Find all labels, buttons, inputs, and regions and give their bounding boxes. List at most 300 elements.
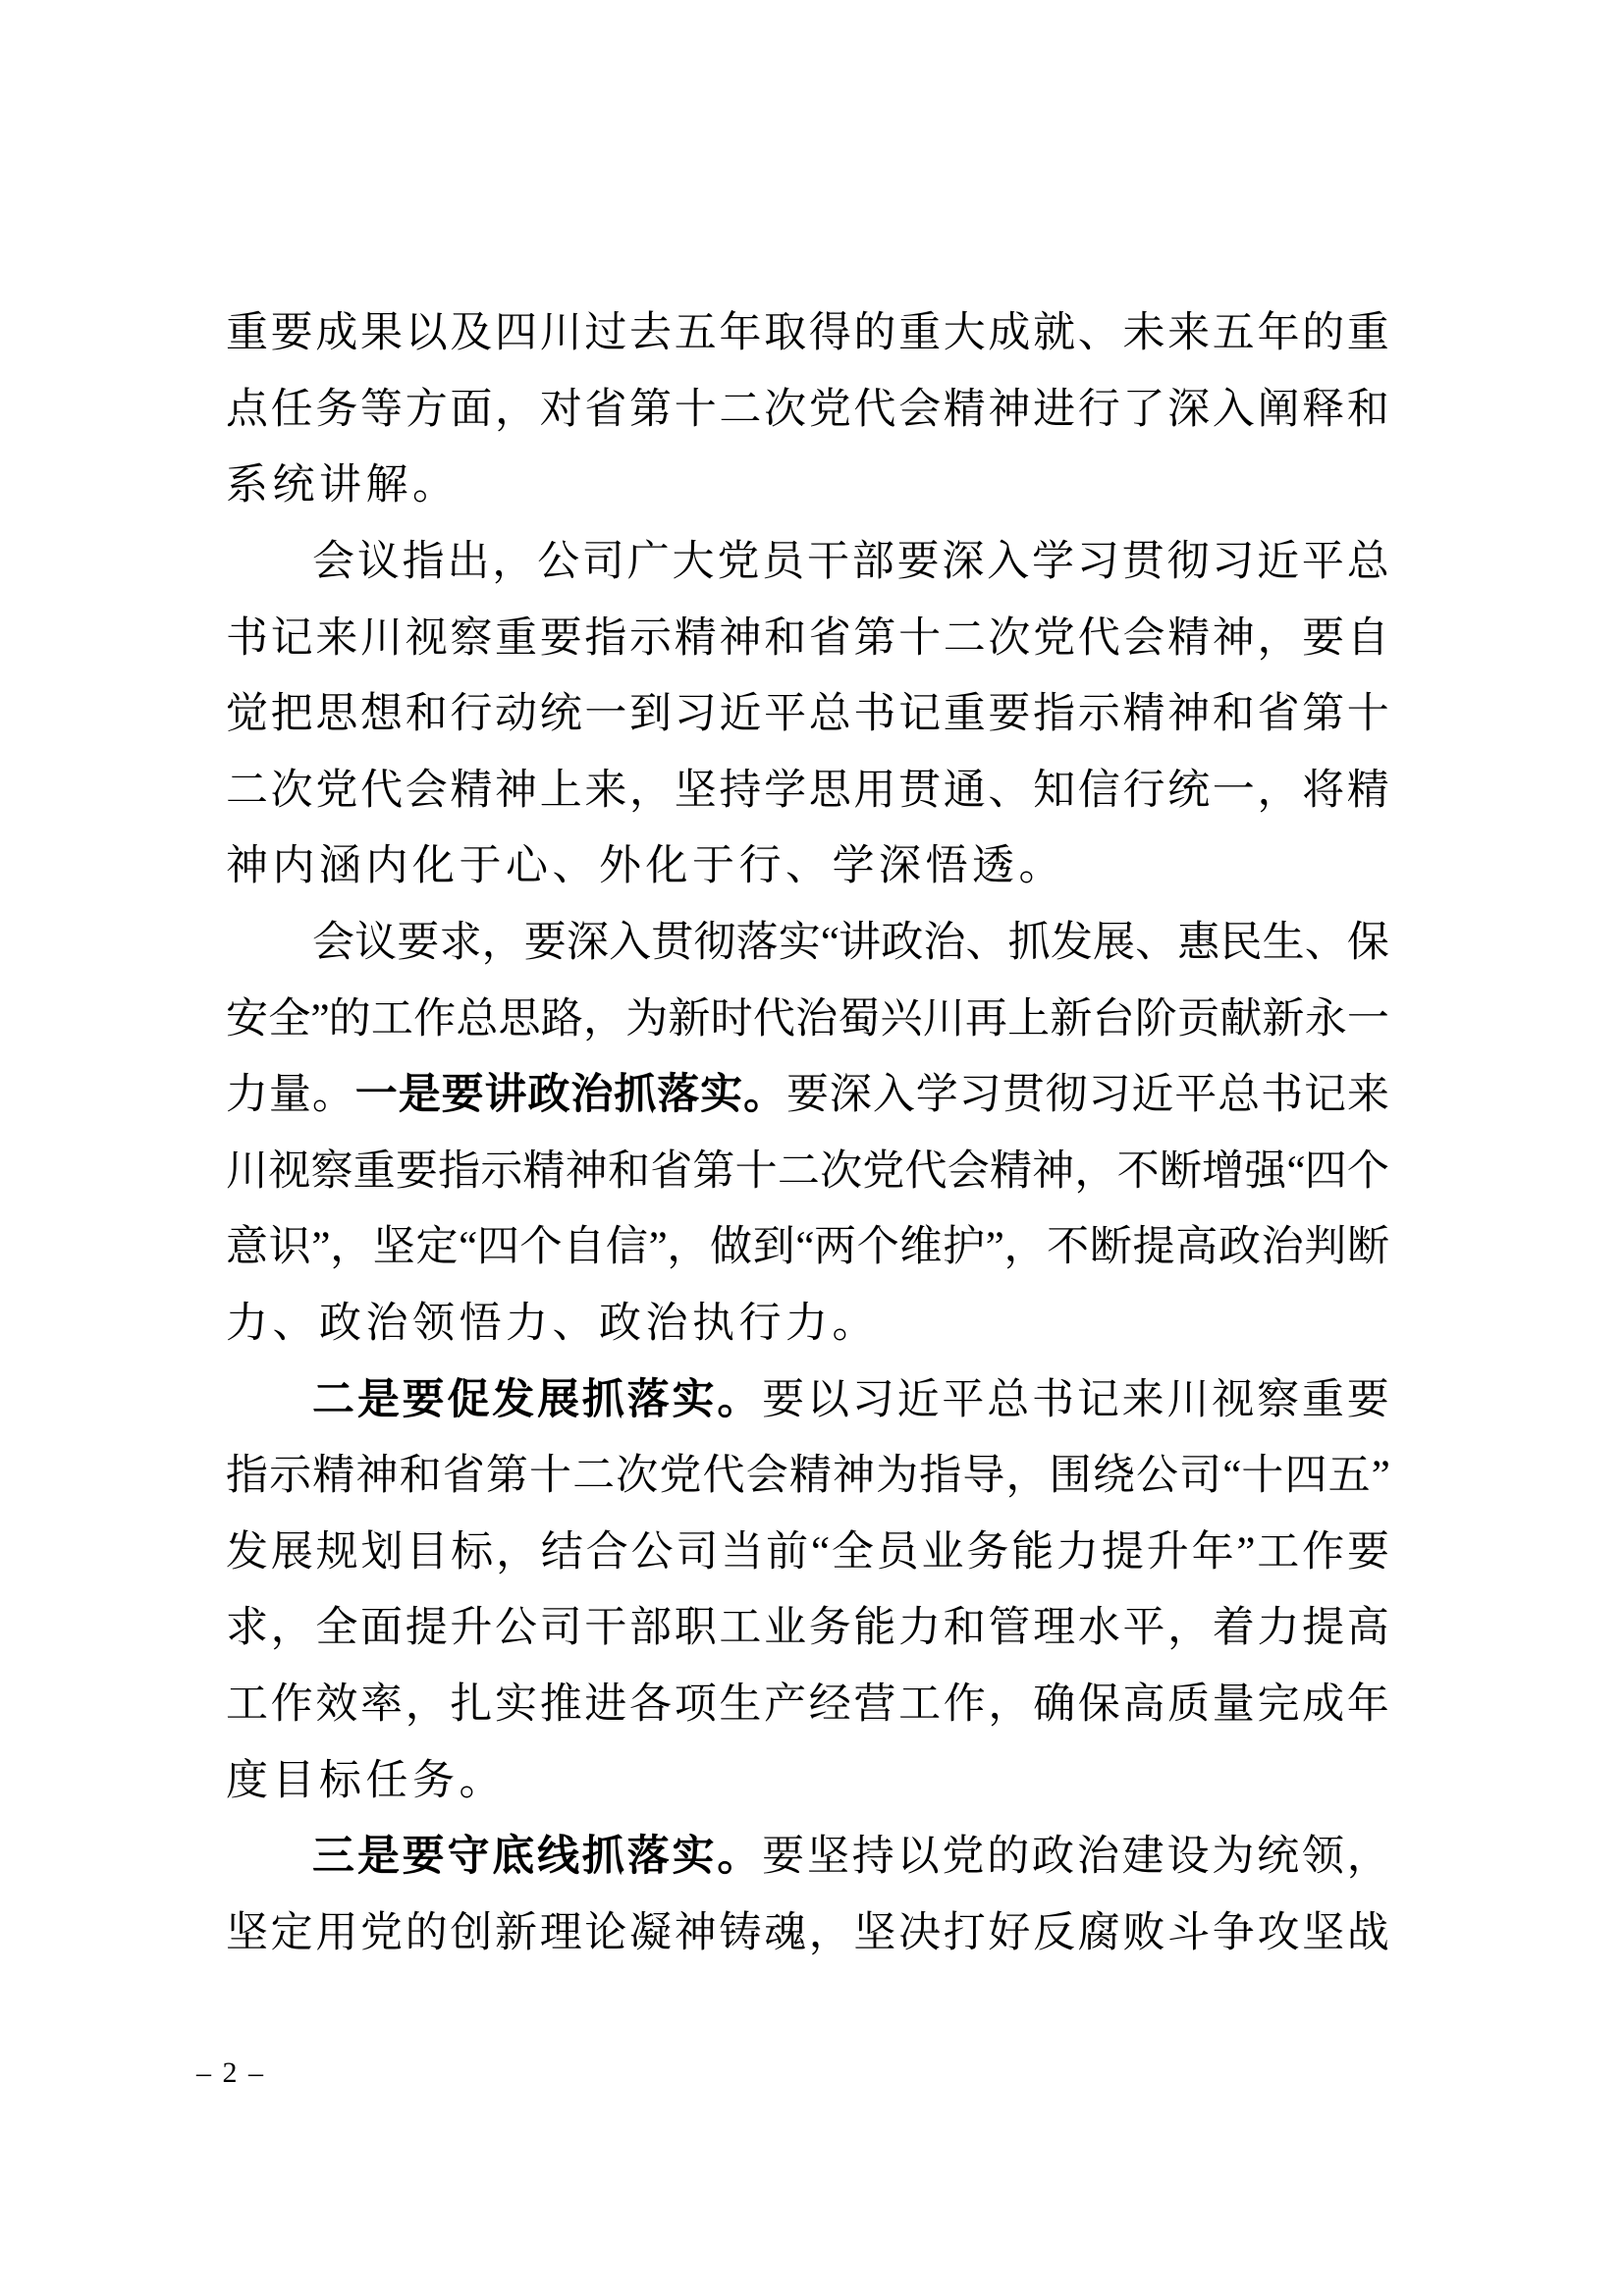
text-char: 台: [1092, 995, 1135, 1042]
text-char: 实: [700, 1072, 743, 1119]
text-char: 要: [1346, 1376, 1389, 1423]
text-char: 设: [1166, 1834, 1210, 1881]
text-char: 川: [1166, 1376, 1210, 1423]
text-char: 落: [626, 1834, 670, 1881]
text-char: ”: [1236, 1528, 1256, 1575]
text-char: 任: [270, 386, 313, 433]
text-char: 神: [1167, 691, 1211, 738]
text-char: 定: [270, 1909, 313, 1956]
text-char: 彻: [1045, 1072, 1088, 1119]
text-line: [226, 981, 1389, 1057]
text-char: 近: [896, 1376, 940, 1423]
text-char: 信: [1077, 767, 1120, 814]
text-segment: 系统讲解。: [226, 462, 460, 509]
text-char: 过: [584, 310, 627, 357]
text-char: 落: [657, 1072, 700, 1119]
text-char: 生: [719, 1681, 762, 1728]
text-line: [226, 828, 1389, 905]
text-char: 公: [630, 1528, 674, 1575]
text-char: 深: [566, 920, 609, 967]
text-char: 治: [570, 1072, 614, 1119]
text-char: 近: [719, 691, 762, 738]
text-char: 的: [853, 310, 896, 357]
text-char: 贯: [898, 767, 942, 814]
text-char: 魂: [764, 1909, 807, 1956]
text-char: 大: [943, 310, 986, 357]
text-char: 个: [1346, 1148, 1389, 1195]
text-char: 扎: [450, 1681, 493, 1728]
text-char: 和: [607, 1148, 650, 1195]
text-char: 习: [1088, 1072, 1131, 1119]
text-char: 为: [1212, 1834, 1255, 1881]
text-char: 讲: [484, 1072, 527, 1119]
text-char: 断: [1159, 1148, 1202, 1195]
text-char: 习: [1076, 539, 1119, 586]
text-char: 贯: [1121, 539, 1164, 586]
text-char: 打: [943, 1909, 986, 1956]
text-char: 高: [1122, 1681, 1165, 1728]
text-char: 实: [495, 1681, 538, 1728]
text-char: 到: [629, 691, 673, 738]
text-char: 川: [922, 995, 965, 1042]
text-char: 生: [1262, 920, 1305, 967]
text-char: 一: [354, 1072, 398, 1119]
text-char: 四: [1284, 1453, 1327, 1500]
text-char: 员: [762, 539, 805, 586]
text-char: “: [820, 920, 839, 967]
text-char: 精: [1167, 614, 1211, 662]
text-line: [226, 1362, 1389, 1438]
text-char: 判: [1304, 1224, 1347, 1271]
text-char: 意: [226, 1224, 268, 1271]
text-char: 划: [360, 1528, 404, 1575]
text-char: 为: [625, 995, 669, 1042]
text-char: 年: [1191, 1528, 1234, 1575]
text-char: 政: [527, 1072, 570, 1119]
text-char: 重: [1346, 310, 1389, 357]
text-char: ，: [481, 920, 524, 967]
text-char: 抓: [614, 1072, 657, 1119]
text-char: 以: [405, 310, 448, 357]
text-char: 坚: [674, 767, 717, 814]
text-char: 代: [752, 995, 795, 1042]
text-char: 坚: [806, 1834, 849, 1881]
text-char: 一: [584, 691, 627, 738]
text-char: 来: [1121, 1376, 1164, 1423]
text-char: 十: [528, 1453, 571, 1500]
text-char: 和: [943, 1605, 986, 1652]
text-char: 员: [876, 1528, 919, 1575]
text-char: 发: [1050, 920, 1093, 967]
text-char: 个: [856, 1224, 899, 1271]
text-char: 神: [1212, 614, 1255, 662]
text-char: 是: [398, 1072, 441, 1119]
text-char: 二: [719, 386, 762, 433]
text-char: ，: [330, 1224, 373, 1271]
text-char: 。: [717, 1834, 760, 1881]
text-char: 神: [832, 1453, 875, 1500]
text-char: 献: [1219, 995, 1263, 1042]
text-char: 二: [777, 1148, 820, 1195]
text-char: 定: [415, 1224, 459, 1271]
text-char: 产: [764, 1681, 807, 1728]
text-char: 提: [1132, 1224, 1175, 1271]
text-char: 提: [1101, 1528, 1144, 1575]
text-char: 的: [987, 1834, 1030, 1881]
text-char: 再: [964, 995, 1007, 1042]
text-line: [226, 295, 1389, 372]
text-line: [226, 1742, 1389, 1819]
text-char: 效: [315, 1681, 358, 1728]
text-char: 水: [1077, 1605, 1120, 1652]
text-line: [226, 1667, 1389, 1743]
text-char: 规: [315, 1528, 358, 1575]
text-char: 求: [226, 1605, 268, 1652]
text-char: 统: [539, 691, 582, 738]
text-char: 升: [450, 1605, 493, 1652]
text-char: 坚: [853, 1909, 896, 1956]
text-char: 。: [717, 1376, 760, 1423]
text-char: 率: [360, 1681, 404, 1728]
text-char: 和: [405, 691, 448, 738]
text-char: 着: [1212, 1605, 1255, 1652]
text-char: 工: [370, 995, 413, 1042]
text-char: 二: [572, 1453, 616, 1500]
text-char: 的: [328, 995, 371, 1042]
text-char: 总: [1346, 539, 1389, 586]
text-char: 要: [523, 920, 567, 967]
text-char: 推: [539, 1681, 582, 1728]
text-char: 力: [1257, 1605, 1300, 1652]
text-char: 党: [808, 386, 851, 433]
text-char: 守: [447, 1834, 490, 1881]
text-char: 学: [915, 1072, 958, 1119]
text-char: 量: [268, 1072, 311, 1119]
text-char: 会: [947, 1148, 990, 1195]
text-char: 成: [1302, 1681, 1345, 1728]
text-char: 是: [356, 1376, 400, 1423]
text-char: 和: [1212, 691, 1255, 738]
text-char: 政: [1218, 1224, 1261, 1271]
text-char: 确: [1033, 1681, 1076, 1728]
text-char: 斗: [1167, 1909, 1211, 1956]
text-char: 反: [1033, 1909, 1076, 1956]
text-char: 作: [270, 1681, 313, 1728]
text-char: 攻: [1257, 1909, 1300, 1956]
text-char: 五: [674, 310, 717, 357]
text-char: 党: [942, 1834, 985, 1881]
text-char: 彻: [1166, 539, 1210, 586]
text-char: 讲: [839, 920, 882, 967]
text-char: 不: [1116, 1148, 1160, 1195]
text-segment: 度目标任务。: [226, 1757, 506, 1804]
text-char: 总: [808, 691, 851, 738]
text-char: 维: [899, 1224, 943, 1271]
text-char: 示: [480, 1148, 523, 1195]
text-char: 三: [312, 1834, 354, 1881]
text-char: 抓: [581, 1834, 624, 1881]
text-char: 四: [495, 310, 538, 357]
text-char: 断: [1346, 1224, 1389, 1271]
text-char: 战: [1346, 1909, 1389, 1956]
text-char: 学: [764, 767, 807, 814]
text-char: 二: [226, 767, 268, 814]
text-char: 年: [1346, 1681, 1389, 1728]
text-char: 指: [1033, 691, 1076, 738]
text-char: 重: [495, 614, 538, 662]
text-char: 持: [851, 1834, 894, 1881]
text-char: 惠: [1177, 920, 1220, 967]
text-char: 思: [315, 691, 358, 738]
text-char: 公: [495, 1605, 538, 1652]
text-char: 增: [1202, 1148, 1245, 1195]
text-char: 治: [1261, 1224, 1304, 1271]
text-char: 上: [1007, 995, 1051, 1042]
text-char: 十: [1346, 691, 1389, 738]
text-char: 时: [710, 995, 753, 1042]
text-char: 实: [778, 920, 821, 967]
text-char: 力: [226, 1072, 268, 1119]
text-char: 用: [853, 767, 896, 814]
text-char: 等: [360, 386, 404, 433]
text-char: 川: [226, 1148, 268, 1195]
text-char: ，: [496, 1528, 539, 1575]
text-char: 知: [1033, 767, 1076, 814]
text-char: 示: [1077, 691, 1120, 738]
text-char: 记: [1076, 1376, 1119, 1423]
text-char: 贡: [1177, 995, 1220, 1042]
text-char: 工: [898, 1681, 942, 1728]
text-char: 重: [943, 691, 986, 738]
text-char: 凝: [629, 1909, 673, 1956]
text-char: 高: [1346, 1605, 1389, 1652]
text-char: 展: [537, 1376, 580, 1423]
text-char: 议: [354, 920, 398, 967]
text-char: 深: [1167, 386, 1211, 433]
text-char: ，: [495, 386, 538, 433]
text-char: 部: [851, 539, 894, 586]
text-char: 败: [1122, 1909, 1165, 1956]
text-char: 书: [226, 614, 268, 662]
text-char: 民: [1219, 920, 1263, 967]
text-char: 干: [584, 1605, 627, 1652]
text-char: 第: [1302, 691, 1345, 738]
text-char: 释: [1302, 386, 1345, 433]
text-char: 工: [226, 1681, 268, 1728]
text-char: 平: [942, 1376, 985, 1423]
text-char: 全: [315, 1605, 358, 1652]
text-char: 精: [522, 1148, 566, 1195]
text-char: 神: [988, 386, 1031, 433]
text-char: 觉: [226, 691, 268, 738]
text-char: 省: [650, 1148, 693, 1195]
text-char: 习: [1212, 539, 1255, 586]
text-char: 示: [269, 1453, 312, 1500]
text-char: 阐: [1257, 386, 1300, 433]
text-char: 进: [584, 1681, 627, 1728]
text-char: 出: [447, 539, 490, 586]
text-char: “: [810, 1528, 831, 1575]
text-char: 察: [310, 1148, 353, 1195]
text-char: 把: [270, 691, 313, 738]
text-char: 线: [537, 1834, 580, 1881]
text-char: 要: [785, 1072, 829, 1119]
text-char: 得: [808, 310, 851, 357]
text-char: 建: [1121, 1834, 1164, 1881]
text-char: 政: [1032, 1834, 1074, 1881]
text-char: 抓: [1007, 920, 1051, 967]
text-char: 要: [402, 1834, 445, 1881]
text-char: 精: [943, 386, 986, 433]
text-char: ”: [985, 1224, 1004, 1271]
text-char: 平: [1301, 539, 1344, 586]
text-char: 精: [1346, 767, 1389, 814]
text-char: 神: [355, 1453, 399, 1500]
text-char: 神: [719, 614, 762, 662]
text-char: “: [459, 1224, 478, 1271]
text-char: 自: [563, 1224, 606, 1271]
text-char: 升: [1146, 1528, 1189, 1575]
text-char: 面: [450, 386, 493, 433]
text-char: 路: [540, 995, 583, 1042]
text-char: 习: [958, 1072, 1001, 1119]
text-char: 次: [988, 614, 1031, 662]
text-char: 坚: [1302, 1909, 1345, 1956]
text-char: 要: [762, 1376, 805, 1423]
text-char: 实: [672, 1376, 715, 1423]
text-char: 各: [629, 1681, 673, 1728]
text-char: 党: [1033, 614, 1076, 662]
text-char: 会: [405, 767, 448, 814]
text-char: 精: [450, 767, 493, 814]
text-char: 好: [988, 1909, 1031, 1956]
text-char: 总: [987, 1376, 1030, 1423]
text-char: 要: [988, 691, 1031, 738]
text-char: 议: [356, 539, 400, 586]
text-char: 重: [226, 310, 268, 357]
text-char: 面: [360, 1605, 404, 1652]
text-char: ，: [582, 995, 625, 1042]
text-char: 务: [315, 386, 358, 433]
text-char: 要: [896, 539, 940, 586]
text-char: 持: [719, 767, 762, 814]
text-char: 到: [752, 1224, 795, 1271]
text-char: 党: [717, 539, 760, 586]
text-char: 神: [495, 767, 538, 814]
text-char: 的: [405, 1909, 448, 1956]
text-char: 统: [1257, 1834, 1300, 1881]
text-char: 指: [438, 1148, 481, 1195]
text-char: 新: [1050, 995, 1093, 1042]
text-line: [226, 1515, 1389, 1591]
text-char: 导: [962, 1453, 1005, 1500]
text-char: 。: [311, 1072, 354, 1119]
text-char: 会: [312, 539, 354, 586]
text-char: 要: [441, 1072, 484, 1119]
text-char: 结: [540, 1528, 583, 1575]
text-char: 业: [764, 1605, 807, 1652]
text-char: 近: [1257, 539, 1300, 586]
text-char: 四: [1304, 1148, 1347, 1195]
text-char: 和: [399, 1453, 442, 1500]
text-line: [226, 1209, 1389, 1286]
text-char: ，: [270, 1605, 313, 1652]
text-char: 指: [919, 1453, 962, 1500]
text-char: 彻: [693, 920, 736, 967]
text-char: 来: [315, 614, 358, 662]
text-char: ，: [808, 1909, 851, 1956]
text-char: 司: [581, 539, 624, 586]
text-char: 平: [1122, 1605, 1165, 1652]
text-char: 十: [898, 614, 942, 662]
text-char: 质: [1167, 1681, 1211, 1728]
text-char: ”: [1371, 1453, 1390, 1500]
text-char: 思: [808, 767, 851, 814]
document-body: [226, 295, 1389, 1971]
text-char: 总: [1218, 1072, 1261, 1119]
text-char: ，: [1257, 614, 1300, 662]
text-char: ，: [1346, 1834, 1389, 1881]
text-char: 察: [1257, 1376, 1300, 1423]
text-char: 促: [447, 1376, 490, 1423]
text-char: 未: [1122, 310, 1165, 357]
text-char: 贯: [651, 920, 694, 967]
text-line: [226, 1895, 1389, 1971]
text-line: [226, 676, 1389, 753]
text-char: 党: [315, 767, 358, 814]
text-char: 工: [1257, 1528, 1300, 1575]
text-char: 深: [942, 539, 985, 586]
text-char: 要: [402, 1376, 445, 1423]
text-char: 围: [1049, 1453, 1092, 1500]
text-char: 代: [702, 1453, 745, 1500]
text-char: 落: [735, 920, 779, 967]
text-char: 年: [719, 310, 762, 357]
text-char: 思: [498, 995, 541, 1042]
text-char: 二: [312, 1376, 354, 1423]
text-char: 干: [806, 539, 849, 586]
text-char: 的: [1302, 310, 1345, 357]
text-char: 作: [413, 995, 457, 1042]
text-char: 次: [270, 767, 313, 814]
text-line: [226, 600, 1389, 676]
text-char: 司: [676, 1528, 719, 1575]
text-char: 永: [1304, 995, 1347, 1042]
text-char: 记: [270, 614, 313, 662]
text-char: 理: [1033, 1605, 1076, 1652]
text-char: 工: [719, 1605, 762, 1652]
text-char: 四: [476, 1224, 519, 1271]
text-char: 、: [965, 920, 1008, 967]
text-line: [226, 1057, 1389, 1134]
text-char: 领: [1301, 1834, 1344, 1881]
text-char: 习: [674, 691, 717, 738]
text-char: 代: [853, 386, 896, 433]
text-char: 果: [360, 310, 404, 357]
text-char: 代: [904, 1148, 947, 1195]
text-char: 要: [395, 1148, 438, 1195]
text-char: 要: [1302, 614, 1345, 662]
text-char: 会: [1122, 614, 1165, 662]
text-char: 标: [451, 1528, 494, 1575]
text-char: 深: [829, 1072, 872, 1119]
text-char: 前: [766, 1528, 809, 1575]
text-char: 底: [492, 1834, 535, 1881]
text-char: 作: [1302, 1528, 1345, 1575]
text-char: 及: [450, 310, 493, 357]
text-char: 展: [270, 1528, 313, 1575]
text-char: 阶: [1134, 995, 1177, 1042]
